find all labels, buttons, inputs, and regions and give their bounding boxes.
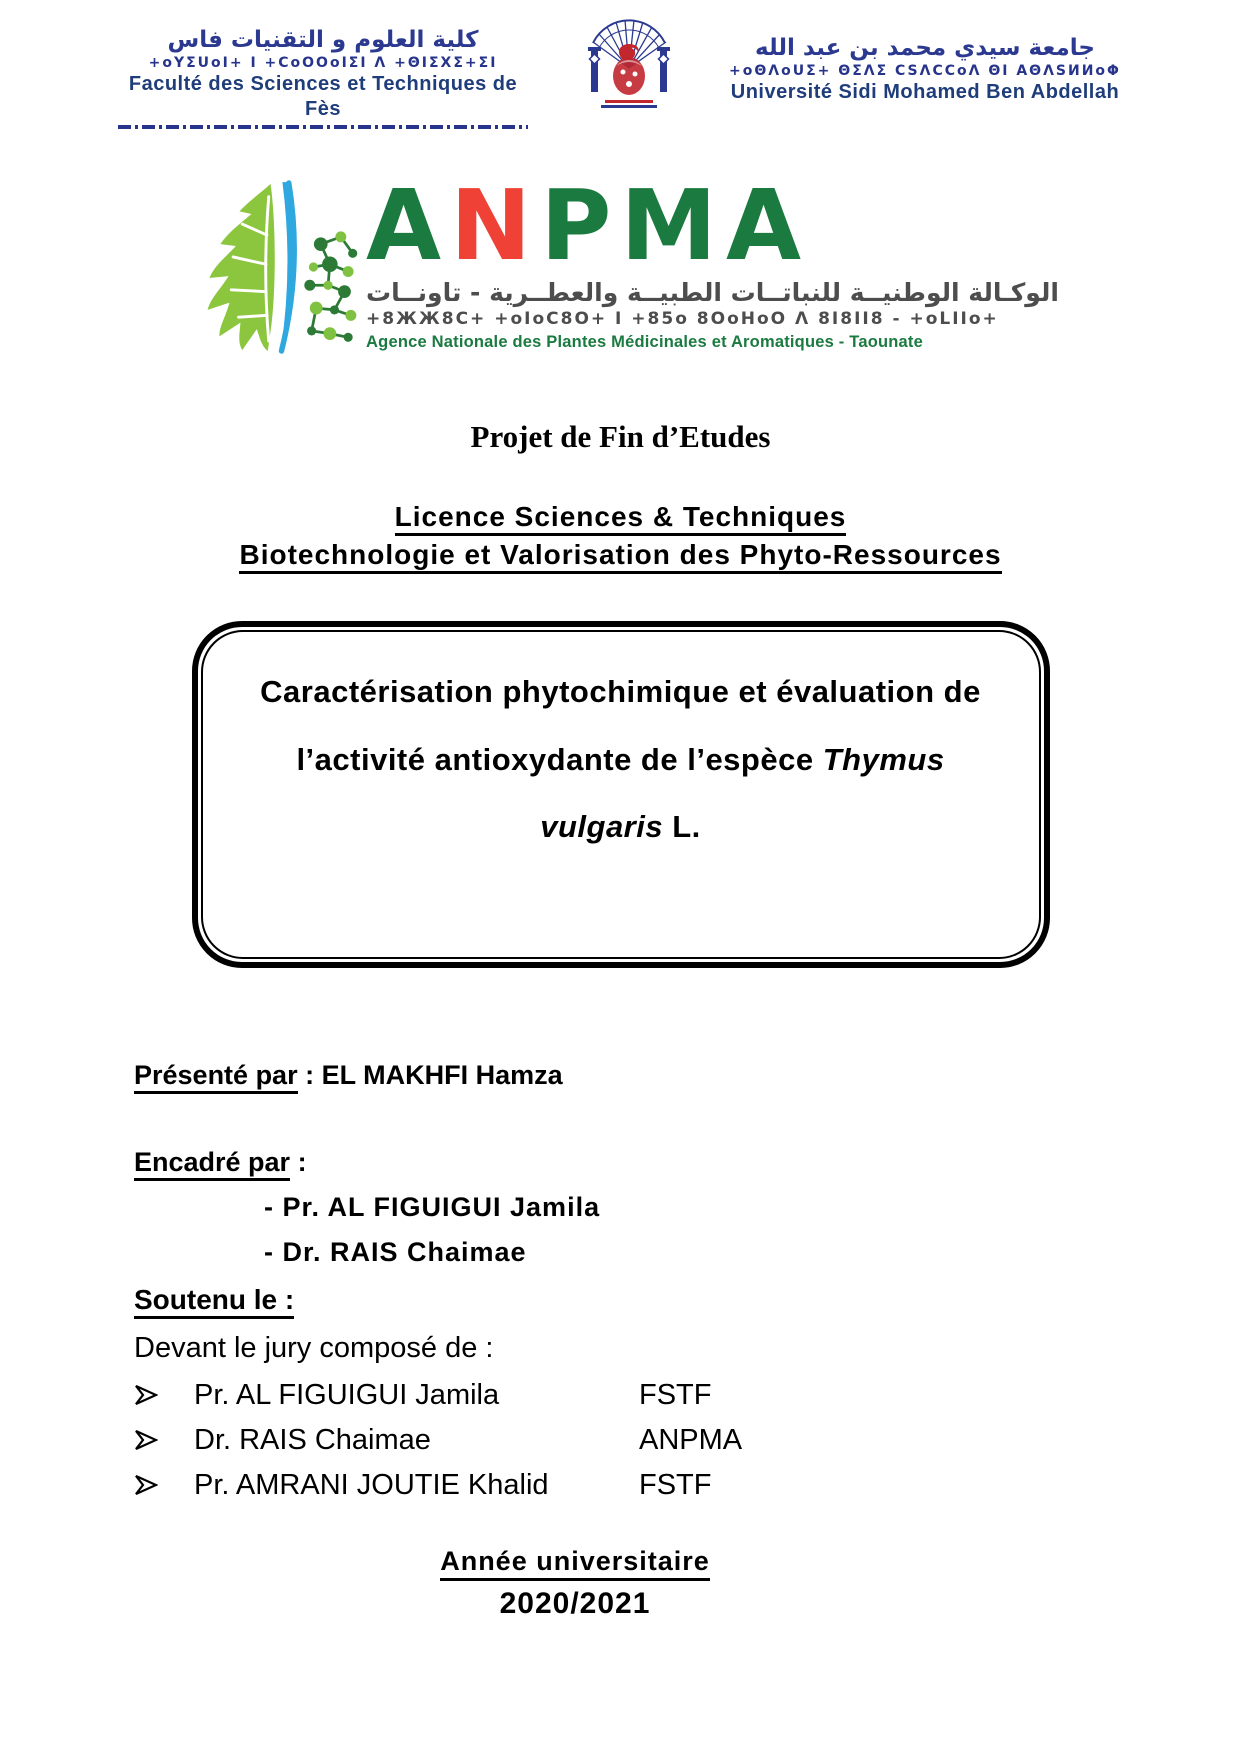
faculty-name-tifinagh: +oYΣUoI+ I +CoOOoIΣI Λ +ΘIΣXΣ+ΣI bbox=[148, 54, 498, 71]
defended-on-line bbox=[134, 1284, 1241, 1316]
faculty-underline-decoration bbox=[118, 125, 528, 129]
jury-row bbox=[134, 1469, 1241, 1502]
agency-name-tifinagh: +8ЖЖ8C+ +oIoC8O+ I +85o 8OoHoO Λ 8I8II8 - +oLIIo+ bbox=[366, 309, 999, 330]
thesis-title-line2 bbox=[237, 726, 1005, 794]
anpma-letter: P bbox=[540, 169, 621, 283]
anpma-acronym bbox=[366, 169, 811, 283]
university-emblem-icon bbox=[583, 14, 675, 116]
jury-member-affiliation: FSTF bbox=[639, 1468, 712, 1501]
anpma-logo bbox=[0, 169, 1241, 357]
arrowhead-bullet-icon bbox=[134, 1429, 158, 1451]
title-line3-normal: L. bbox=[663, 809, 701, 845]
title-line2-normal: l’activité antioxydante de l’espèce bbox=[296, 741, 823, 777]
university-name-arabic: جامعة سيدي محمد بن عبد الله bbox=[755, 35, 1095, 61]
supervisor-item: - Dr. RAIS Chaimae bbox=[264, 1236, 527, 1267]
people-section bbox=[134, 1060, 1241, 1502]
arrowhead-bullet-icon bbox=[134, 1474, 158, 1496]
presented-by-line bbox=[134, 1060, 1241, 1091]
anpma-logo-text bbox=[366, 169, 1059, 352]
title-line3-species-italic: vulgaris bbox=[540, 809, 664, 845]
faculty-header-block bbox=[118, 26, 528, 129]
program-heading bbox=[0, 539, 1241, 571]
academic-year-label-line bbox=[0, 1546, 1150, 1577]
academic-year-value: 2020/2021 bbox=[499, 1586, 651, 1620]
agency-name-arabic: الوكـالة الوطنيــة للنباتــات الطبيــة والعطــرية - تاونــات bbox=[366, 278, 1059, 308]
agency-name-french: Agence Nationale des Plantes Médicinales et Aromatiques - Taounate bbox=[366, 333, 923, 352]
academic-year-footer bbox=[0, 1546, 1150, 1621]
program-text: Biotechnologie et Valorisation des Phyto-Ressources bbox=[239, 539, 1001, 574]
leaf-molecule-icon bbox=[182, 177, 360, 357]
university-name-french: Université Sidi Mohamed Ben Abdellah bbox=[730, 81, 1120, 104]
anpma-letter: A bbox=[366, 169, 451, 283]
arrowhead-bullet-icon bbox=[134, 1384, 158, 1406]
supervisor-item: - Pr. AL FIGUIGUI Jamila bbox=[264, 1191, 601, 1222]
presented-by-name: EL MAKHFI Hamza bbox=[321, 1059, 563, 1090]
jury-member-name: Pr. AMRANI JOUTIE Khalid bbox=[194, 1468, 549, 1501]
document-type-heading: Projet de Fin d’Etudes bbox=[470, 419, 771, 455]
supervised-by-line bbox=[134, 1147, 1241, 1178]
page-header bbox=[0, 0, 1241, 129]
jury-member-affiliation: ANPMA bbox=[639, 1423, 743, 1456]
degree-heading bbox=[0, 501, 1241, 533]
jury-member-name: Dr. RAIS Chaimae bbox=[194, 1423, 431, 1456]
supervised-by-label: Encadré par bbox=[134, 1147, 290, 1181]
thesis-title bbox=[237, 658, 1005, 861]
thesis-title-line3 bbox=[237, 793, 1005, 861]
academic-year-label: Année universitaire bbox=[440, 1546, 710, 1581]
thesis-title-box-inner bbox=[201, 630, 1041, 959]
jury-intro-line: Devant le jury composé de : bbox=[134, 1331, 494, 1364]
jury-row bbox=[134, 1424, 1241, 1457]
thesis-title-line1: Caractérisation phytochimique et évaluation de bbox=[260, 674, 981, 710]
presented-by-label: Présenté par bbox=[134, 1060, 298, 1094]
university-header-block bbox=[729, 26, 1121, 105]
anpma-letter: N bbox=[450, 169, 541, 283]
faculty-name-arabic: كلية العلوم و التقنيات فاس bbox=[167, 27, 479, 53]
supervised-by-separator: : bbox=[290, 1146, 307, 1177]
defended-on-label: Soutenu le : bbox=[134, 1284, 294, 1319]
jury-member-name: Pr. AL FIGUIGUI Jamila bbox=[194, 1378, 500, 1411]
anpma-letter: A bbox=[725, 169, 811, 283]
jury-row bbox=[134, 1379, 1241, 1412]
thesis-title-box bbox=[192, 621, 1050, 968]
presented-by-separator: : bbox=[297, 1059, 322, 1090]
jury-member-affiliation: FSTF bbox=[639, 1378, 712, 1411]
faculty-name-french: Faculté des Sciences et Techniques de Fès bbox=[128, 73, 518, 121]
anpma-letter: M bbox=[620, 169, 726, 283]
title-line2-species-italic: Thymus bbox=[822, 741, 945, 777]
degree-text: Licence Sciences & Techniques bbox=[395, 501, 847, 536]
jury-list bbox=[134, 1379, 1241, 1502]
university-name-tifinagh: +oΘΛoUΣ+ ΘΣΛΣ CSΛCCoΛ ΘI AΘΛSИИoΦ bbox=[729, 62, 1121, 79]
